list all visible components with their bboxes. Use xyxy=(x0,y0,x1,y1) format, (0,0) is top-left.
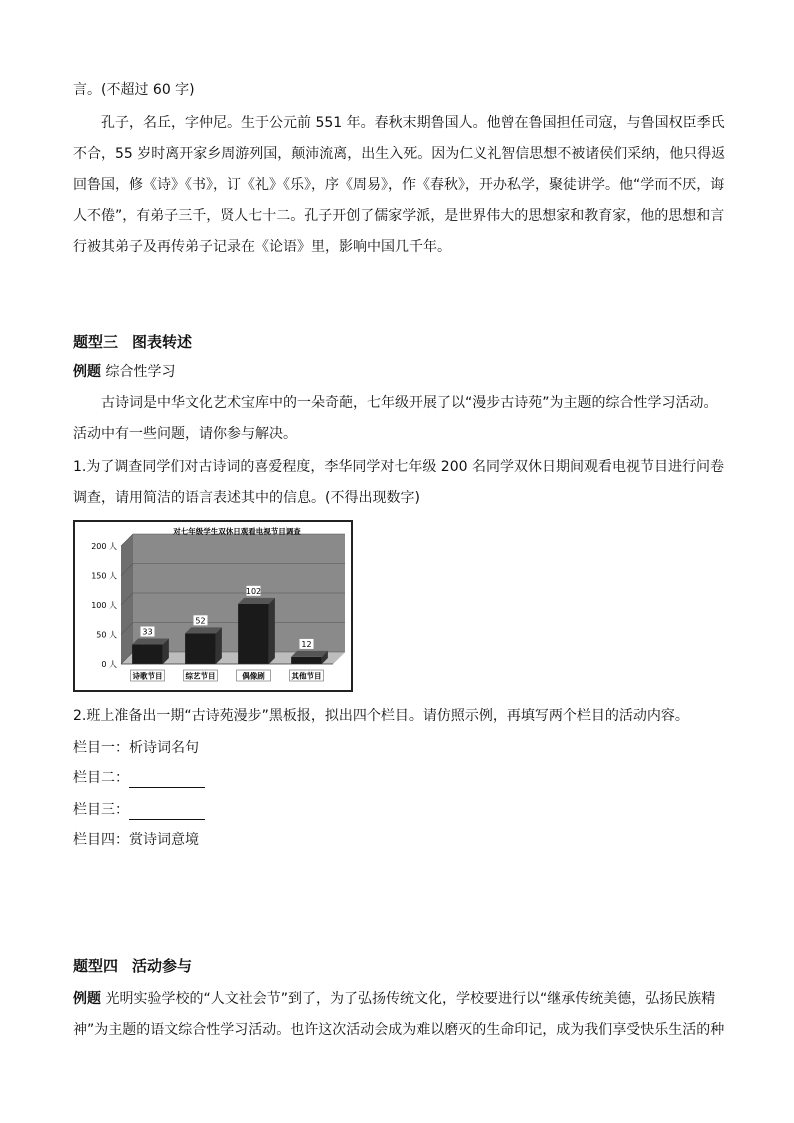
column-3 xyxy=(73,800,205,820)
data-label: 33 xyxy=(142,627,153,637)
section4-number: 题型四 xyxy=(73,957,119,975)
section3-title: 图表转述 xyxy=(132,333,193,351)
column-3-blank[interactable] xyxy=(129,805,205,820)
example-title: 综合性学习 xyxy=(105,364,176,380)
column-2-label: 栏目二： xyxy=(73,770,129,786)
category-label: 综艺节目 xyxy=(185,671,216,681)
bar-top xyxy=(185,627,222,633)
bar-top xyxy=(291,651,328,657)
bar xyxy=(238,604,269,664)
section4-title: 活动参与 xyxy=(132,957,193,975)
section3-number: 题型三 xyxy=(73,333,119,351)
column-2-blank[interactable] xyxy=(129,773,205,788)
y-tick-label: 0 人 xyxy=(101,660,117,669)
section4-text: 光明实验学校的“人文社会节”到了，为了弘扬传统文化，学校要进行以“继承传统美德，弘扬民族精神”为主题的语文综合性学习活动。也许这次活动会成为难以磨灭的生命印记，成为我们享受快乐生活的种 xyxy=(73,991,725,1038)
section4-paragraph xyxy=(73,984,728,1046)
y-tick-label: 100 人 xyxy=(91,601,117,610)
section4-example-label: 例题 xyxy=(73,991,101,1007)
data-label: 102 xyxy=(245,586,262,596)
bar-top xyxy=(238,598,275,604)
question-1: 1.为了调查同学们对古诗词的喜爱程度，李华同学对七年级 200 名同学双休日期间观看电视节目进行问卷调查，请用简洁的语言表述其中的信息。(不得出现数字) xyxy=(73,459,724,506)
data-label: 12 xyxy=(301,639,312,649)
confucius-paragraph: 孔子，名丘，字仲尼。生于公元前 551 年。春秋末期鲁国人。他曾在鲁国担任司寇，与鲁国权臣季氏不合，55 岁时离开家乡周游列国，颠沛流离，出生入死。因为仁义礼智信思想不被诸侯们采纳，他只得返回鲁国，修《诗》《书》，订《礼》《乐》，序《周易》，作《春秋》，开办私学，聚徒讲学。他“学而不厌，诲人不倦”，有弟子三千，贤人七十二。孔子开创了儒家学派，是世界伟大的思想家和教育家，他的思想和言行被其弟子及再传弟子记录在《论语》里，影响中国几千年。 xyxy=(73,115,726,255)
section3-example xyxy=(73,362,175,382)
category-label: 其他节目 xyxy=(291,671,322,681)
intro-line: 言。(不超过 60 字) xyxy=(73,82,195,98)
bar-side xyxy=(269,598,275,664)
question-2: 2.班上准备出一期“古诗苑漫步”黑板报，拟出四个栏目。请仿照示例，再填写两个栏目的活动内容。 xyxy=(73,708,689,724)
category-label: 偶像剧 xyxy=(242,671,265,681)
chart-title: 对七年级学生双休日观看电视节目调查 xyxy=(173,527,301,536)
bar-top xyxy=(132,639,169,645)
data-label: 52 xyxy=(195,616,206,626)
bar xyxy=(291,657,322,664)
section4-heading xyxy=(73,956,192,976)
bar xyxy=(132,645,163,664)
bar-chart-svg xyxy=(75,522,351,690)
column-1: 栏目一：析诗词名句 xyxy=(73,740,199,756)
section3-heading xyxy=(73,332,192,352)
bar xyxy=(185,633,216,664)
column-3-label: 栏目三： xyxy=(73,802,129,818)
section3-paragraph: 古诗词是中华文化艺术宝库中的一朵奇葩，七年级开展了以“漫步古诗苑”为主题的综合性学习活动。活动中有一些问题，请你参与解决。 xyxy=(73,395,718,442)
category-label: 诗歌节目 xyxy=(132,671,163,681)
example-label: 例题 xyxy=(73,364,101,380)
column-4: 栏目四：赏诗词意境 xyxy=(73,832,199,848)
column-2 xyxy=(73,768,205,788)
y-tick-label: 50 人 xyxy=(96,630,117,640)
bar-side xyxy=(216,627,222,664)
bar-chart xyxy=(73,520,353,692)
y-tick-label: 200 人 xyxy=(91,542,117,551)
y-tick-label: 150 人 xyxy=(91,571,117,581)
